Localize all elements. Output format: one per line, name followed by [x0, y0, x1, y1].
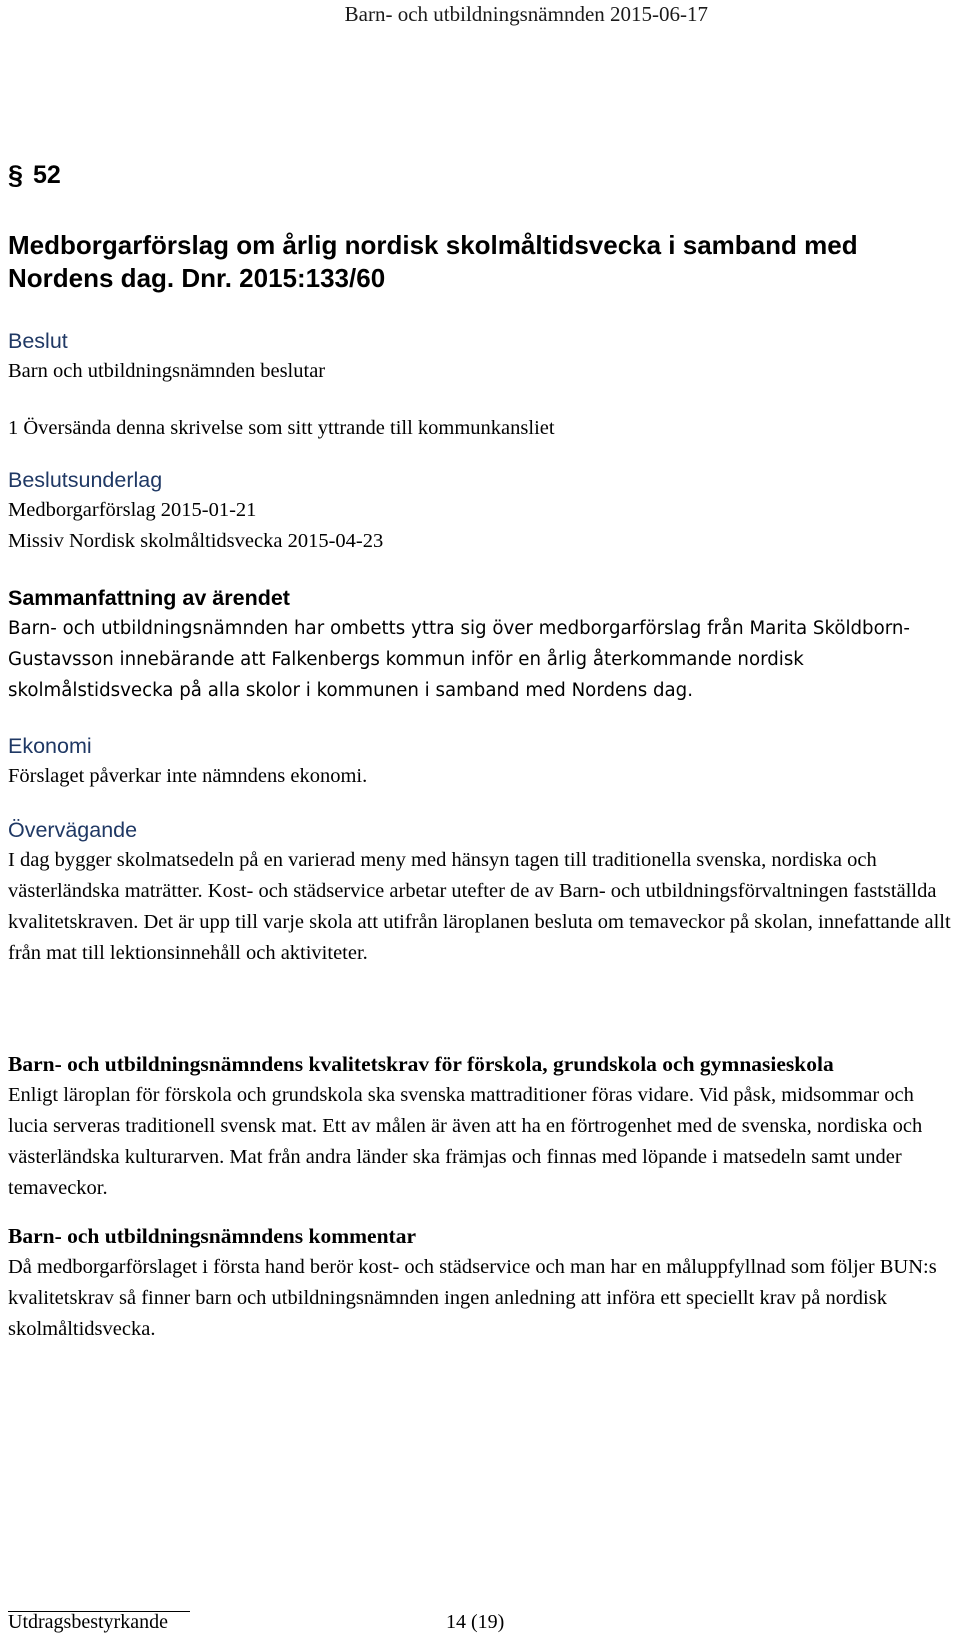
beslutsunderlag-item: Missiv Nordisk skolmåltidsvecka 2015-04-23	[8, 530, 384, 552]
beslutsunderlag-section	[8, 465, 958, 557]
beslutsunderlag-item: Medborgarförslag 2015-01-21	[8, 499, 257, 521]
overvagande-heading: Övervägande	[8, 818, 138, 842]
section-number	[8, 160, 61, 191]
kommentar-section	[8, 1221, 958, 1345]
kommentar-heading: Barn- och utbildningsnämndens kommentar	[8, 1224, 416, 1248]
section-number-value: 52	[33, 161, 61, 189]
sammanfattning-heading: Sammanfattning av ärendet	[8, 586, 290, 610]
section-symbol: §	[8, 160, 24, 190]
kvalitetskrav-heading: Barn- och utbildningsnämndens kvalitetskrav för förskola, grundskola och gymnasieskola	[8, 1052, 834, 1076]
sammanfattning-section	[8, 583, 958, 706]
footer-label: Utdragsbestyrkande	[8, 1611, 168, 1633]
ekonomi-text: Förslaget påverkar inte nämndens ekonomi.	[8, 765, 368, 787]
ekonomi-section	[8, 731, 958, 792]
page-number: 14 (19)	[446, 1611, 505, 1633]
beslut-line-1: Barn och utbildningsnämnden beslutar	[8, 360, 326, 382]
sammanfattning-text: Barn- och utbildningsnämnden har ombetts yttra sig över medborgarförslag från Marita Sköldborn-Gustavsson innebärande att Falkenbergs kommun inför en årlig återkommande nordisk skolmålstidsvecka på alla skolor i kommunen i samband med Nordens dag.	[8, 618, 910, 701]
kommentar-text: Då medborgarförslaget i första hand berör kost- och städservice och man har en måluppfyllnad som följer BUN:s kvalitetskrav så finner barn och utbildningsnämnden ingen anledning att införa ett speciellt krav på nordisk skolmåltidsvecka.	[8, 1256, 937, 1340]
ekonomi-heading: Ekonomi	[8, 734, 92, 758]
overvagande-section	[8, 815, 958, 969]
kvalitetskrav-section	[8, 1049, 958, 1204]
kvalitetskrav-text: Enligt läroplan för förskola och grundskola ska svenska mattraditioner föras vidare. Vid påsk, midsommar och lucia serveras traditionell svensk mat. Ett av målen är även att ha en förtrogenhet med de svenska, nordiska och västerländska kulturarven. Mat från andra länder ska främjas och finnas med löpande i matsedeln samt under temaveckor.	[8, 1084, 923, 1199]
beslutsunderlag-heading: Beslutsunderlag	[8, 468, 163, 492]
overvagande-text: I dag bygger skolmatsedeln på en varierad meny med hänsyn tagen till traditionella svenska, nordiska och västerländska maträtter. Kost- och städservice arbetar utefter de av Barn- och utbildningsförvaltningen fastställda kvalitetskraven. Det är upp till varje skola att utifrån läroplanen besluta om temaveckor på skolan, innefattande allt från mat till lektionsinnehåll och aktiviteter.	[8, 849, 951, 964]
beslut-section	[8, 326, 958, 444]
page-header: Barn- och utbildningsnämnden 2015-06-17	[344, 2, 708, 26]
beslut-line-2: 1 Översända denna skrivelse som sitt yttrande till kommunkansliet	[8, 417, 555, 439]
beslut-heading: Beslut	[8, 329, 68, 353]
document-title: Medborgarförslag om årlig nordisk skolmåltidsvecka i samband med Nordens dag. Dnr. 2015:133/60	[8, 230, 858, 293]
